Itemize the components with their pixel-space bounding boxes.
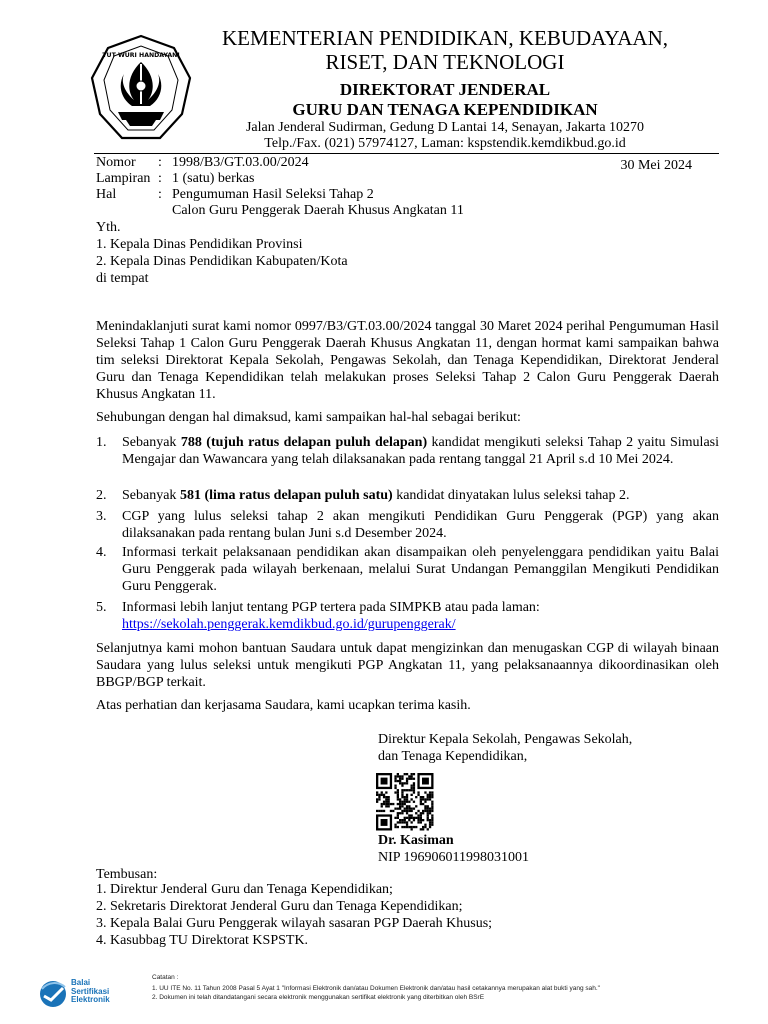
signatory-name: Dr. Kasiman	[378, 833, 454, 848]
item-1-bold: 788 (tujuh ratus delapan puluh delapan)	[180, 435, 428, 450]
cc-item: 4. Kasubbag TU Direktorat KSPSTK.	[96, 933, 309, 948]
letterhead-address	[160, 120, 730, 152]
cc-item: 3. Kepala Balai Guru Penggerak wilayah sasaran PGP Daerah Khusus;	[96, 916, 493, 931]
logo-motto: TUT WURI HANDAYANI	[102, 52, 180, 59]
recipient-2: 2. Kepala Dinas Pendidikan Kabupaten/Kota	[96, 254, 348, 269]
hal-label: Hal	[96, 187, 117, 202]
lampiran-colon: :	[158, 171, 162, 186]
item-2-pre: Sebanyak	[122, 488, 180, 503]
list-number: 4.	[96, 545, 107, 560]
list-number: 1.	[96, 435, 107, 450]
ministry-line-1: KEMENTERIAN PENDIDIKAN, KEBUDAYAAN,	[221, 26, 669, 50]
list-item-3: CGP yang lulus seleksi tahap 2 akan mengikuti Pendidikan Guru Penggerak (PGP) yang akan dilaksanakan pada rentang bulan Juni s.d Desember 2024.	[122, 509, 719, 541]
footer-notes	[152, 973, 752, 1002]
list-item-2	[122, 487, 719, 504]
signatory-title-line-1: Direktur Kepala Sekolah, Pengawas Sekolah,	[378, 732, 633, 747]
signatory-title-line-2: dan Tenaga Kependidikan,	[378, 749, 528, 764]
recipient-place: di tempat	[96, 271, 149, 286]
bsre-logo	[36, 976, 144, 1012]
item-1-post: kandidat mengikuti seleksi Tahap 2 yaitu Simulasi Mengajar dan Wawancara yang telah dilaksanakan pada rentang tanggal 21 April s.d 10 Mei 2024.	[122, 435, 719, 467]
bsre-line-1: Balai	[71, 978, 91, 987]
item-2-post: kandidat dinyatakan lulus seleksi tahap 2.	[392, 488, 630, 503]
paragraph-request: Selanjutnya kami mohon bantuan Saudara untuk dapat mengizinkan dan menugaskan CGP di wilayah binaan Saudara yang lulus seleksi untuk mengikuti PGP Angkatan 11, yang pelaksanaannya dikoordinasikan oleh BBGP/BGP terkait.	[96, 641, 719, 690]
pgp-link[interactable]: https://sekolah.penggerak.kemdikbud.go.id/gurupenggerak/	[122, 617, 456, 632]
letterhead-divider	[94, 153, 719, 154]
signatory-title	[378, 731, 718, 765]
directorate-line-1: DIREKTORAT JENDERAL	[339, 80, 551, 99]
yth: Yth.	[96, 220, 121, 235]
footer-note-1: 1. UU ITE No. 11 Tahun 2008 Pasal 5 Ayat 1 "Informasi Elektronik dan/atau Dokumen Elektronik dan/atau hasil cetakannya merupakan alat bukti yang sah."	[152, 985, 600, 992]
paragraph-opening: Menindaklanjuti surat kami nomor 0997/B3/GT.03.00/2024 tanggal 30 Maret 2024 perihal Pengumuman Hasil Seleksi Tahap 1 Calon Guru Penggerak Daerah Khusus Angkatan 11, dengan hormat kami sampaikan bahwa tim seleksi Direktorat Kepala Sekolah, Pengawas Sekolah, dan Tenaga Kependidikan, Direktorat Jenderal Guru dan Tenaga Kependidikan telah melakukan proses Seleksi Tahap 2 Calon Guru Penggerak Daerah Khusus Angkatan 11.	[96, 319, 719, 402]
list-number: 2.	[96, 488, 107, 503]
list-item-5	[122, 599, 719, 633]
list-number: 5.	[96, 600, 107, 615]
list-item-1	[122, 434, 719, 468]
paragraph-intro-list: Sehubungan dengan hal dimaksud, kami sampaikan hal-hal sebagai berikut:	[96, 410, 521, 425]
directorate-line-2: GURU DAN TENAGA KEPENDIDIKAN	[292, 100, 598, 119]
bsre-line-2: Sertifikasi	[71, 986, 110, 996]
list-item-4: Informasi terkait pelaksanaan pendidikan akan disampaikan oleh penyelenggara pendidikan yaitu Balai Guru Penggerak pada wilayah berkenaan, melalui Surat Undangan Pemanggilan Mengikuti Pendidikan Guru Penggerak.	[122, 545, 719, 594]
address-line: Jalan Jenderal Sudirman, Gedung D Lantai 14, Senayan, Jakarta 10270	[245, 120, 645, 135]
lampiran-value: 1 (satu) berkas	[172, 171, 255, 186]
nomor-value: 1998/B3/GT.03.00/2024	[172, 155, 309, 170]
paragraph-closing: Atas perhatian dan kerjasama Saudara, kami ucapkan terima kasih.	[96, 698, 471, 713]
signatory-nip: NIP 196906011998031001	[378, 850, 530, 865]
contact-line: Telp./Fax. (021) 57974127, Laman: kspstendik.kemdikbud.go.id	[264, 136, 626, 151]
cc-item: 1. Direktur Jenderal Guru dan Tenaga Kependidikan;	[96, 882, 393, 897]
cc-label: Tembusan:	[96, 867, 158, 882]
cc-item: 2. Sekretaris Direktorat Jenderal Guru dan Tenaga Kependidikan;	[96, 899, 463, 914]
signature-qr-code	[376, 773, 436, 831]
item-2-bold: 581 (lima ratus delapan puluh satu)	[179, 488, 393, 503]
ministry-line-2: RISET, DAN TEKNOLOGI	[325, 50, 565, 74]
footer-note-label: Catatan :	[152, 974, 179, 981]
recipient-1: 1. Kepala Dinas Pendidikan Provinsi	[96, 237, 303, 252]
item-1-pre: Sebanyak	[122, 435, 181, 450]
nomor-colon: :	[158, 155, 162, 170]
hal-value-line-1: Pengumuman Hasil Seleksi Tahap 2	[172, 187, 374, 202]
list-number: 3.	[96, 509, 107, 524]
letter-date: 30 Mei 2024	[620, 158, 692, 173]
nomor-label: Nomor	[96, 155, 136, 170]
hal-value-line-2: Calon Guru Penggerak Daerah Khusus Angkatan 11	[172, 203, 464, 218]
ministry-name	[210, 26, 680, 74]
footer-note-2: 2. Dokumen ini telah ditandatangani secara elektronik menggunakan sertifikat elektronik yang diterbitkan oleh BSrE	[152, 994, 485, 1001]
item-5-text: Informasi lebih lanjut tentang PGP tertera pada SIMPKB atau pada laman:	[122, 600, 540, 615]
hal-colon: :	[158, 187, 162, 202]
directorate-name	[210, 80, 680, 120]
bsre-line-3: Elektronik	[71, 995, 110, 1004]
lampiran-label: Lampiran	[96, 171, 151, 186]
